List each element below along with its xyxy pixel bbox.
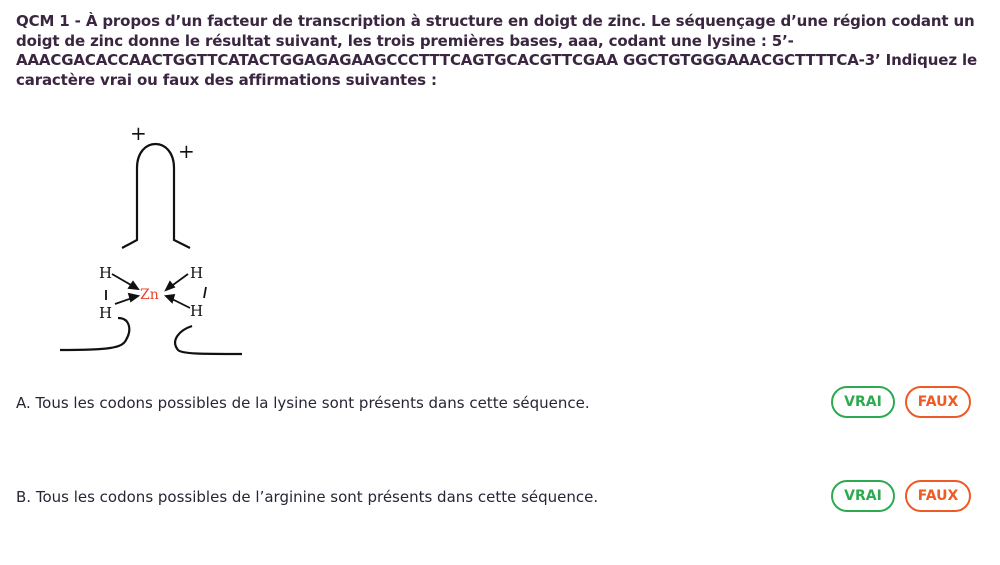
answer-a-vrai-button[interactable]: VRAI (831, 386, 895, 418)
answer-a-text: A. Tous les codons possibles de la lysine sont présents dans cette séquence. (16, 394, 590, 412)
answer-a-faux-button[interactable]: FAUX (905, 386, 971, 418)
answer-b-text: B. Tous les codons possibles de l’arginine sont présents dans cette séquence. (16, 488, 599, 506)
question-text: QCM 1 - À propos d’un facteur de transcription à structure en doigt de zinc. Le séquençage d’une région codant un doigt de zinc donne le résultat suivant, les trois premières bases, aaa, codant une lysine : 5’-AAACGACACCAACTGGTTCATACTGGAGAGAAGCCCTTTCAGTGCACGTTCGAA GGCTGTGGGAAACGCTTTTCA-3’ Indiquez le caractère vrai ou faux des affirmations suivantes : (16, 12, 977, 89)
right-strand (175, 326, 242, 354)
plus-sign-left: + (130, 121, 147, 145)
plus-sign-right: + (178, 139, 195, 163)
zinc-atom: Zn (140, 287, 159, 303)
histidine-top-right: H (190, 264, 204, 282)
histidine-bottom-right: H (190, 302, 204, 320)
answer-b-vrai-button[interactable]: VRAI (831, 480, 895, 512)
answer-b-faux-button[interactable]: FAUX (905, 480, 971, 512)
zinc-finger-diagram (52, 118, 252, 368)
histidine-bottom-left: H (99, 304, 113, 322)
histidine-top-left: H (99, 264, 113, 282)
answer-row-b (16, 480, 984, 516)
left-strand (60, 318, 129, 350)
answer-row-a (16, 386, 984, 422)
